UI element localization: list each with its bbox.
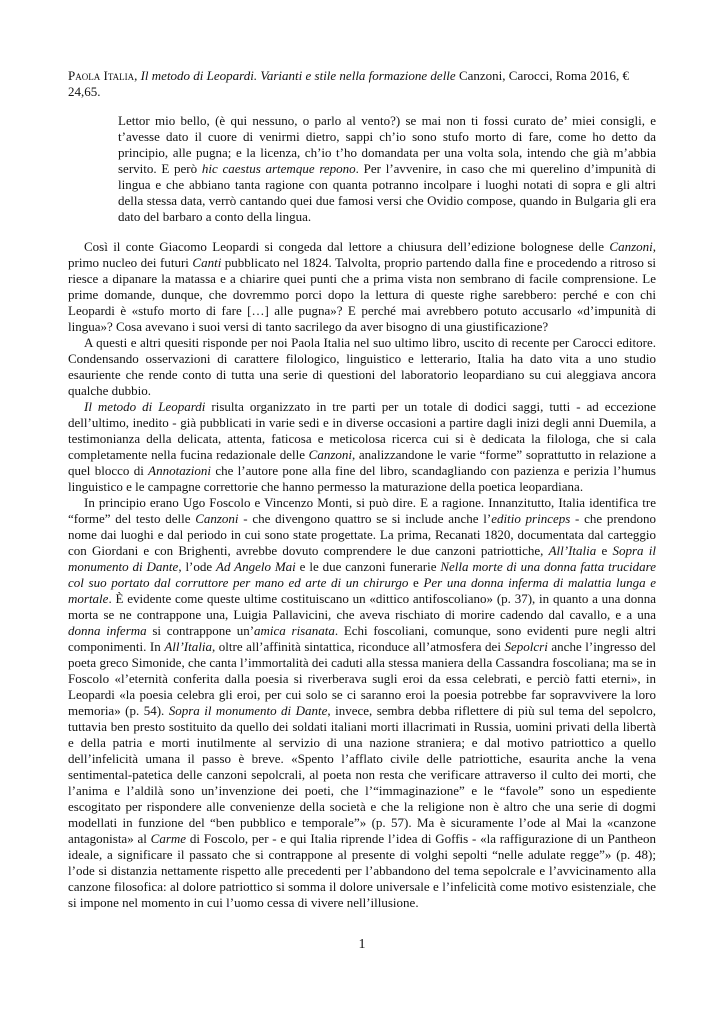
book-title-work: Canzoni bbox=[458, 68, 503, 83]
paragraph-3: Il metodo di Leopardi risulta organizzato in tre parti per un totale di dodici saggi, tutti - ad eccezione dell’ultimo, inedito - già pubblicati in varie sedi e in diverse occasioni a partire dagli inizi degli anni Duemila, a testimonianza della delicata, attenta, faticosa e meticolosa ricerca cui si è dedicata la filologa, che si cala completamente nella fucina redazionale delle Canzoni, analizzandone le varie “forme” soprattutto in relazione a quel blocco di Annotazioni che l’autore pone alla fine del libro, scandagliando con pazienza e perizia l’humus linguistico e le campagne correttorie che hanno permesso la maturazione della poetica leopardiana. bbox=[68, 399, 657, 494]
epigraph-quote: Lettor mio bello, (è qui nessuno, o parlo al vento?) se mai non ti fossi curato de’ miei consigli, e t’avesse dato il cuore di venirmi dietro, sappi ch’io sono stufo morto di fare, come ho detto da principio, alle pugna; e la licenza, ch’io t’ho domandata per una volta sola, intendo che già m’abbia servito. E però hic caestus artemque repono. Per l’avvenire, in caso che mi querelino d’impunità di lingua e che abbiano tanta ragione con quanta potranno incolpare i luoghi notati di sopra e gli altri della stessa data, verrò cantando quei due famosi versi che Ovidio compose, quando in Bulgaria gli era dato del barbaro a conto della lingua. bbox=[118, 113, 656, 224]
paragraph-1: Così il conte Giacomo Leopardi si congeda dal lettore a chiusura dell’edizione bolognese delle Canzoni, primo nucleo dei futuri Canti pubblicato nel 1824. Talvolta, proprio partendo dalla fine e procedendo a ritroso si riesce a dipanare la matassa e a chiarire quei punti che a prima vista non sembrano di facile comprensione. Le prime domande, dunque, che dovremmo porci dopo la lettura di queste righe sarebbero: perché e con chi Leopardi è «stufo morto di fare […] alle pugna»? E perché mai avrebbero potuto accusarlo «d’impunità di lingua»? Cosa avevano i suoi versi di tanto sacrilego da aver bisogno di una giustificazione? bbox=[68, 239, 657, 334]
author-name: Paola Italia bbox=[68, 68, 135, 83]
book-title: Il metodo di Leopardi. Varianti e stile nella formazione delle bbox=[140, 68, 456, 83]
page-number: 1 bbox=[358, 937, 366, 952]
publisher-info: , Carocci, Roma 2016, € 24,65. bbox=[68, 68, 630, 99]
paragraph-2: A questi e altri quesiti risponde per noi Paola Italia nel suo ultimo libro, uscito di recente per Carocci editore. Condensando osservazioni di carattere filologico, linguistico e letterario, Italia ha dato vita a uno studio esauriente che rende conto di tutta una serie di questioni del laboratorio leopardiano su cui aleggiava ancora qualche dubbio. bbox=[68, 335, 656, 398]
latin-phrase: hic caestus artemque repono bbox=[201, 161, 356, 176]
paragraph-4: In principio erano Ugo Foscolo e Vincenzo Monti, si può dire. E a ragione. Innanzitutto, Italia identifica tre “forme” del testo delle Canzoni - che divengono quattro se si include anche l’editio princeps - che prendono nome dai luoghi e dal periodo in cui sono state progettate. La prima, Recanati 1820, documentata dal carteggio con Giordani e con Brighenti, avrebbe dovuto comprendere le due canzoni patriottiche, All’Italia e Sopra il monumento di Dante, l’ode Ad Angelo Mai e le due canzoni funerarie Nella morte di una donna fatta trucidare col suo portato dal corruttore per mano ed arte di un chirurgo e Per una donna inferma di malattia lunga e mortale. È evidente come queste ultime costituiscano un «dittico antifoscoliano» (p. 37), in quanto a una donna morta se ne contrappone una, Luigia Pallavicini, che aveva rischiato di morire cadendo dal cavallo, e a una donna inferma si contrappone un’amica risanata. Echi foscoliani, comunque, sono evidenti pure negli altri componimenti. In All’Italia, oltre all’affinità sintattica, riconduce all’atmosfera dei Sepolcri anche l’ingresso del poeta greco Simonide, che canta l’immortalità dei caduti alla stessa maniera della Cassandra foscoliana; ma se in Foscolo «l’eternità conferita dalla poesia si riverberava sugli eroi da essa celebrati, e perciò fatti eterni», in Leopardi «la poesia celebra gli eroi, per cui solo se ci saranno eroi la poesia potrebbe far sopravvivere la loro memoria» (p. 54). Sopra il monumento di Dante, invece, sembra debba riflettere di più sul tema del sepolcro, tuttavia ben presto sostituito da quello dei soldati italiani morti illacrimati in Russia, uomini privati della libertà e della patria e morti inutilmente al servizio di una nazione straniera; e dal motivo patriottico a quello dell’infelicità umana il passo è breve. «Spento l’afflato civile delle patriottiche, esaurita anche la vena sentimental-patetica delle canzoni sepolcrali, al poeta non resta che verificare attraverso il culto dei morti, che l’anima e l’aldilà sono un’invenzione dei poeti, che l’“immaginazione” e le “favole” sono un espediente escogitato per rispondere alle convenienze della società e che la religione non è altro che una serie di dogmi modellati in funzione del “ben pubblico e temporale”» (p. 57). Ma è sicuramente l’ode al Mai la «canzone antagonista» al Carme di Foscolo, per - e qui Italia riprende l’idea di Goffis - «la raffigurazione di un Pantheon ideale, a significare il passato che si contrappone al presente di volghi sepolti “nelle adulate regge”» (p. 48); l’ode si distanzia nettamente rispetto alle precedenti per l’abbandono del tema sepolcrale e l’avvicinamento alla canzone filosofica: al dolore patriottico si somma il dolore universale e l’infelicità come motivo esistenziale, che si impone nel momento in cui l’uomo cessa di vivere nell’illusione. bbox=[68, 495, 656, 910]
book-reference: Paola Italia, Il metodo di Leopardi. Varianti e stile nella formazione delle Canzoni, Carocci, Roma 2016, € 24,65. bbox=[68, 68, 630, 99]
document-page bbox=[68, 68, 656, 911]
